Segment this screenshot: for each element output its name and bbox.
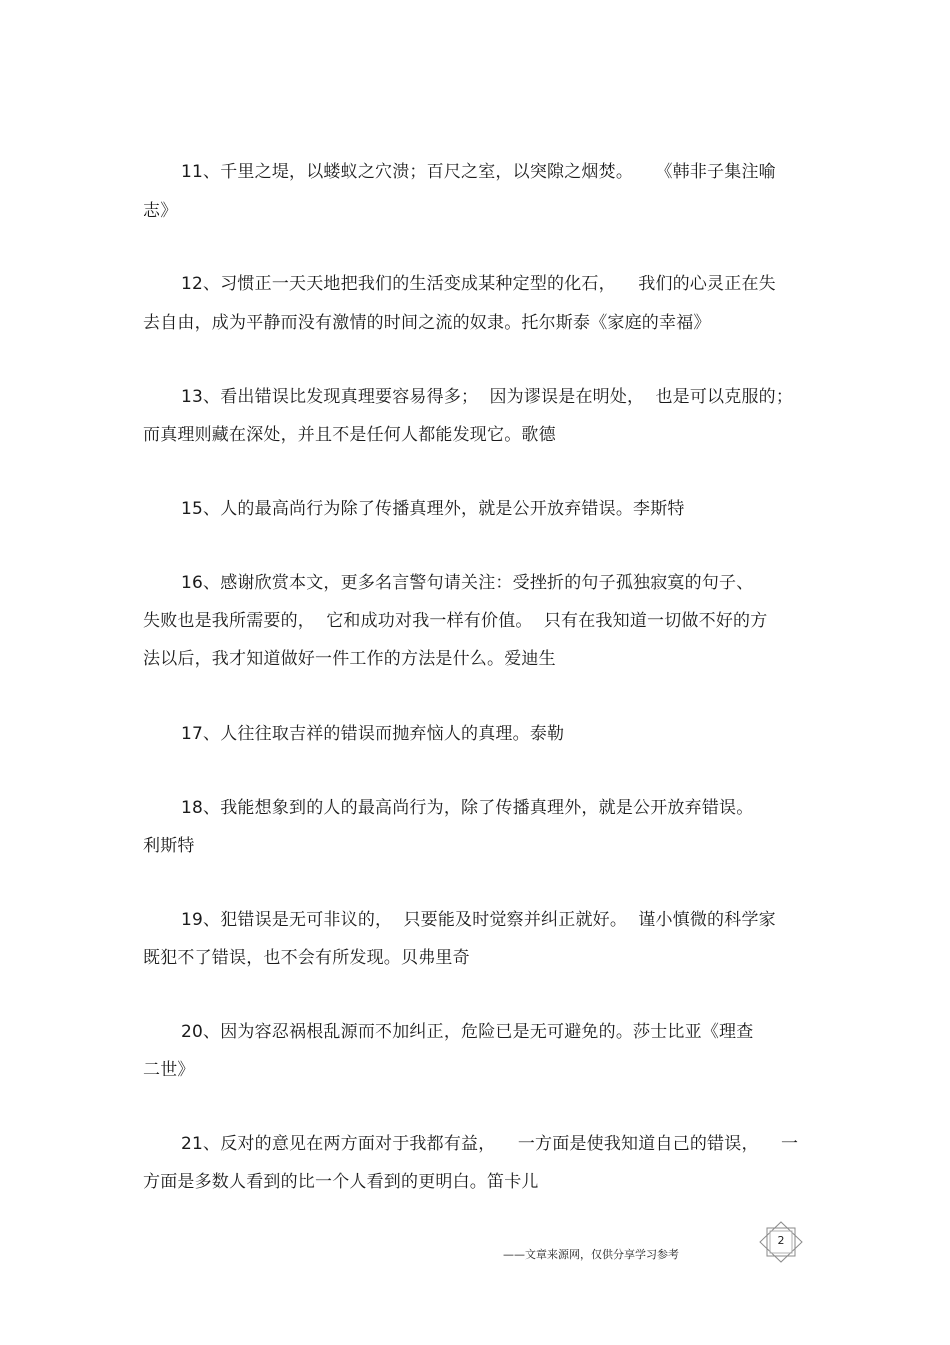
quote-20-line-1: 20、因为容忍祸根乱源而不加纠正，危险已是无可避免的。莎士比亚《理查 bbox=[181, 1022, 754, 1042]
quote-11-line-1: 11、千里之堤，以蝼蚁之穴溃；百尺之室，以突隙之烟焚。 《韩非子集注喻 bbox=[181, 162, 776, 182]
quote-12-line-2: 去自由，成为平静而没有激情的时间之流的奴隶。托尔斯泰《家庭的幸福》 bbox=[143, 313, 711, 333]
quote-16-line-2: 失败也是我所需要的， 它和成功对我一样有价值。 只有在我知道一切做不好的方 bbox=[143, 611, 768, 631]
quote-19-line-1: 19、犯错误是无可非议的， 只要能及时觉察并纠正就好。 谨小慎微的科学家 bbox=[181, 910, 776, 930]
quote-19-line-2: 既犯不了错误，也不会有所发现。贝弗里奇 bbox=[143, 948, 470, 968]
quote-17-line-1: 17、人往往取吉祥的错误而抛弃恼人的真理。泰勒 bbox=[181, 724, 565, 744]
quote-18-line-1: 18、我能想象到的人的最高尚行为，除了传播真理外，就是公开放弃错误。 bbox=[181, 798, 754, 818]
quote-16-line-1: 16、感谢欣赏本文，更多名言警句请关注：受挫折的句子孤独寂寞的句子、 bbox=[181, 573, 754, 593]
quote-21-line-1: 21、反对的意见在两方面对于我都有益， 一方面是使我知道自己的错误， 一 bbox=[181, 1134, 799, 1154]
page-number: 2 bbox=[777, 1234, 785, 1247]
quote-13-line-1: 13、看出错误比发现真理要容易得多； 因为谬误是在明处， 也是可以克服的； bbox=[181, 387, 794, 407]
quote-15-line-1: 15、人的最高尚行为除了传播真理外，就是公开放弃错误。李斯特 bbox=[181, 499, 685, 519]
quote-16-line-3: 法以后，我才知道做好一件工作的方法是什么。爱迪生 bbox=[143, 649, 556, 669]
quote-18-line-2: 利斯特 bbox=[143, 836, 195, 856]
page-number-badge bbox=[758, 1220, 804, 1264]
footer-source-note: ——文章来源网，仅供分享学习参考 bbox=[503, 1248, 679, 1261]
quote-13-line-2: 而真理则藏在深处，并且不是任何人都能发现它。歌德 bbox=[143, 425, 556, 445]
quote-20-line-2: 二世》 bbox=[143, 1060, 195, 1080]
quote-11-line-2: 志》 bbox=[143, 201, 178, 221]
quote-21-line-2: 方面是多数人看到的比一个人看到的更明白。笛卡儿 bbox=[143, 1172, 539, 1192]
quote-12-line-1: 12、习惯正一天天地把我们的生活变成某种定型的化石， 我们的心灵正在失 bbox=[181, 274, 776, 294]
